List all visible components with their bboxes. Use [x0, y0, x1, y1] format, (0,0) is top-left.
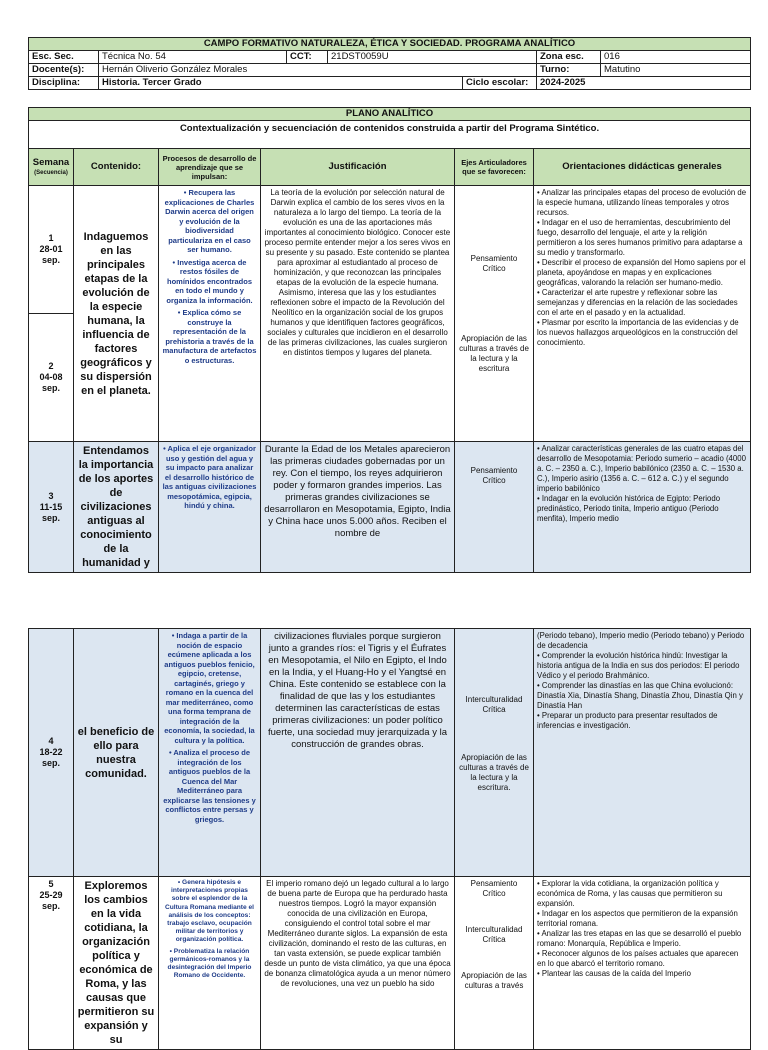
cct-label: CCT: [287, 51, 328, 64]
school-year-label: Ciclo escolar: [463, 77, 537, 90]
zone-label: Zona esc. [537, 51, 601, 64]
week-4-cell: 4 18-22 sep. [29, 629, 74, 877]
school-year-value: 2024-2025 [537, 77, 751, 90]
week-2-cell: 2 04-08 sep. [29, 314, 74, 442]
content-week-3: Entendamos la importancia de los aportes de civilizaciones antiguas al conocimiento de la humanidad y [74, 442, 159, 573]
processes-week-4: • Indaga a partir de la noción de espacio ecúmene aplicada a los antiguos pueblos fenicio, egipcio, cretense, cartaginés, griego y romano en la cuenca del mar mediterráneo, como una forma temprana de integración de la economía, la sociedad, la cultura y la política. • Analiza el proceso de integración de los antiguos pueblos de la Cuenca del Mar Mediterráneo para explicarse las tensiones y conflictos entre persas y griegos. [159, 629, 261, 877]
shift-value: Matutino [601, 64, 751, 77]
week-1-cell: 1 28-01 sep. [29, 186, 74, 314]
plan-subtitle: Contextualización y secuenciación de contenidos construida a partir del Programa Sintético. [29, 121, 751, 149]
col-header-content: Contenido: [74, 149, 159, 186]
col-header-axes: Ejes Articuladores que se favorecen: [455, 149, 534, 186]
axes-weeks-1-2: Pensamiento Crítico Apropiación de las culturas a través de la lectura y la escritura [455, 186, 534, 442]
guidance-week-4: (Periodo tebano), Imperio medio (Periodo tebano) y Periodo de decadencia • Comprender la evolución histórica hindú: Investigar la historia antigua de la India en sus dos periodos: El periodo Védico y el periodo Brahmánico. • Comprender las dinastías en las que China evolucionó: Dinastía Xia, Dinastía Shang, Dinastía Zhou, Dinastía Qin y Dinastía Han • Preparar un producto para presentar resultados de inferencias e investigación. [534, 629, 751, 877]
plan-table-part-1 [28, 107, 751, 573]
col-header-week: Semana (Secuencia) [29, 149, 74, 186]
zone-value: 016 [601, 51, 751, 64]
guidance-week-5: • Explorar la vida cotidiana, la organización política y económica de Roma, y las causas que permitieron su expansión. • Indagar en los aspectos que permitieron de la expansión territorial romana. • Analizar las tres etapas en las que se desarrolló el pueblo romano: Monarquía, República e Imperio. • Reconocer algunos de los países actuales que aparecen en lo que abarcó el territorio romano. • Plantear las causas de la caída del Imperio [534, 877, 751, 1050]
guidance-week-3: • Analizar características generales de las cuatro etapas del desarrollo de Mesopotamia: Periodo sumerio – acadio (4000 a. C. – 2350 a. C.), Imperio babilónico (2350 a. C. – 1530 a. C.), Imperio asirio (1356 a. C. – 612 a. C.) y el segundo imperio babilónico • Indagar en la evolución histórica de Egipto: Periodo predinástico, Periodo tinita, Imperio antiguo (Periodo menfita), Imperio medio [534, 442, 751, 573]
shift-label: Turno: [537, 64, 601, 77]
teacher-value: Hernán Oliverio González Morales [99, 64, 537, 77]
justification-week-5: El imperio romano dejó un legado cultural a lo largo de buena parte de Europa que ha perdurado hasta nuestros tiempos. Logró la mayor expansión conocida de una civilización en Europa, consiguiendo el control total sobre el mar Mediterráneo durante siglos. La expansión de esta civilización, dominando el resto de las culturas, en tan vasta extensión, se puede explicar también desde un punto de vista climático, ya que una época de bonanza climatológica ayuda a un menor número de revoluciones, una vez un pueblo ha sido [261, 877, 455, 1050]
content-week-4: el beneficio de ello para nuestra comunidad. [74, 629, 159, 877]
content-weeks-1-2: Indaguemos en las principales etapas de la evolución de la especie humana, la influencia de factores geográficos y su dispersión en el planeta. [74, 186, 159, 442]
col-header-guidance: Orientaciones didácticas generales [534, 149, 751, 186]
processes-weeks-1-2: • Recupera las explicaciones de Charles Darwin acerca del origen y evolución de la biodiversidad particularizа en el caso ser humano. • Investiga acerca de restos fósiles de homínidos encontrados en todo el mundo y organiza la información. • Explica cómo se construye la representación de la prehistoria a través de la manufactura de artefactos o estructuras. [159, 186, 261, 442]
axes-week-5: Pensamiento Crítico Interculturalidad Crítica Apropiación de las culturas a través [455, 877, 534, 1050]
axes-week-4: Interculturalidad Crítica Apropiación de las culturas a través de la lectura y la escritura. [455, 629, 534, 877]
processes-week-5: • Genera hipótesis e interpretaciones propias sobre el esplendor de la Cultura Romana mediante el análisis de los conceptos: trabajo esclavo, ocupación militar de territorios y organización política. • Problematiza la relación germánicos-romanos y la desintegración del Imperio Romano de Occidente. [159, 877, 261, 1050]
cct-value: 21DST0059U [328, 51, 537, 64]
axes-week-3: Pensamiento Crítico [455, 442, 534, 573]
week-5-cell: 5 25-29 sep. [29, 877, 74, 1050]
justification-week-3: Durante la Edad de los Metales aparecieron las primeras ciudades gobernadas por un rey. Con el tiempo, los reyes adquirieron poder y formaron grandes imperios. Las primeras grandes civilizaciones se desarrollaron en Mesopotamia, Egipto, India y China hace unos 5.000 años. Reciben el nombre de [261, 442, 455, 573]
school-value: Técnica No. 54 [99, 51, 287, 64]
discipline-value: Historia. Tercer Grado [99, 77, 463, 90]
justification-week-4: civilizaciones fluviales porque surgieron junto a grandes ríos: el Tigris y el Éufrates en Mesopotamia, el Nilo en Egipto, el Indo en la India, y el Huang-Ho y el Yangtsé en China. Este contenido se establece con la finalidad de que las y los estudiantes determinen las características de estas primeras civilizaciones: un poder político fuerte, una sociedad muy jerarquizada y la construcción de grandes obras. [261, 629, 455, 877]
col-header-processes: Procesos de desarrollo de aprendizaje que se impulsan: [159, 149, 261, 186]
school-label: Esc. Sec. [29, 51, 99, 64]
program-title: CAMPO FORMATIVO NATURALEZA, ÉTICA Y SOCIEDAD. PROGRAMA ANALÍTICO [29, 38, 751, 51]
plan-title: PLANO ANALÍTICO [29, 108, 751, 121]
justification-weeks-1-2: La teoría de la evolución por selección natural de Darwin explica el cambio de los seres vivos en la naturaleza a lo largo del tiempo. La teoría de la evolución es una de las aportaciones más importantes al conocimiento biológico. Conocer este proceso permite entender mejor a los seres vivos en su presente y su pasado. Este contenido se plantea para aproximar al estudiantado al proceso de hominización, y que reconozcan las principales etapas de la evolución de la especie humana. Asimismo, interesa que las y los estudiantes reflexionen sobre el impacto de la Revolución del Neolítico en la organización social de los grupos humanos y que identifiquen factores geográficos, sociales y culturales que incidieron en el desarrollo de las primeras civilizaciones, las cuales surgieron en distintos tiempos y lugares del planeta. [261, 186, 455, 442]
discipline-label: Disciplina: [29, 77, 99, 90]
processes-week-3: • Aplica el eje organizador uso y gestión del agua y su impacto para analizar el desarrollo histórico de las antiguas civilizaciones mesopotámica, egipcia, hindú y china. [159, 442, 261, 573]
teacher-label: Docente(s): [29, 64, 99, 77]
col-header-justification: Justificación [261, 149, 455, 186]
plan-table-part-2 [28, 628, 751, 1050]
header-table [28, 37, 751, 90]
content-week-5: Exploremos los cambios en la vida cotidiana, la organización política y económica de Roma, y las causas que permitieron su expansión y su [74, 877, 159, 1050]
week-3-cell: 3 11-15 sep. [29, 442, 74, 573]
guidance-weeks-1-2: • Analizar las principales etapas del proceso de evolución de la especie humana, utilizando líneas temporales y otros recursos. • Indagar en el uso de herramientas, descubrimiento del fuego, desarrollo del lenguaje, el arte y la religión permitieron a los seres humanos primitivo para adaptarse a su medio y transformarlo. • Describir el proceso de expansión del Homo sapiens por el planeta, apoyándose en mapas y en explicaciones geográficas, valorando la relación ser humano-medio. • Caracterizar el arte rupestre y reflexionar sobre las semejanzas y diferencias en la relación de las sociedades con el arte en el pasado y en la actualidad. • Plasmar por escrito la importancia de las evidencias y de los nuevos hallazgos arqueológicos en la construcción del conocimiento. [534, 186, 751, 442]
